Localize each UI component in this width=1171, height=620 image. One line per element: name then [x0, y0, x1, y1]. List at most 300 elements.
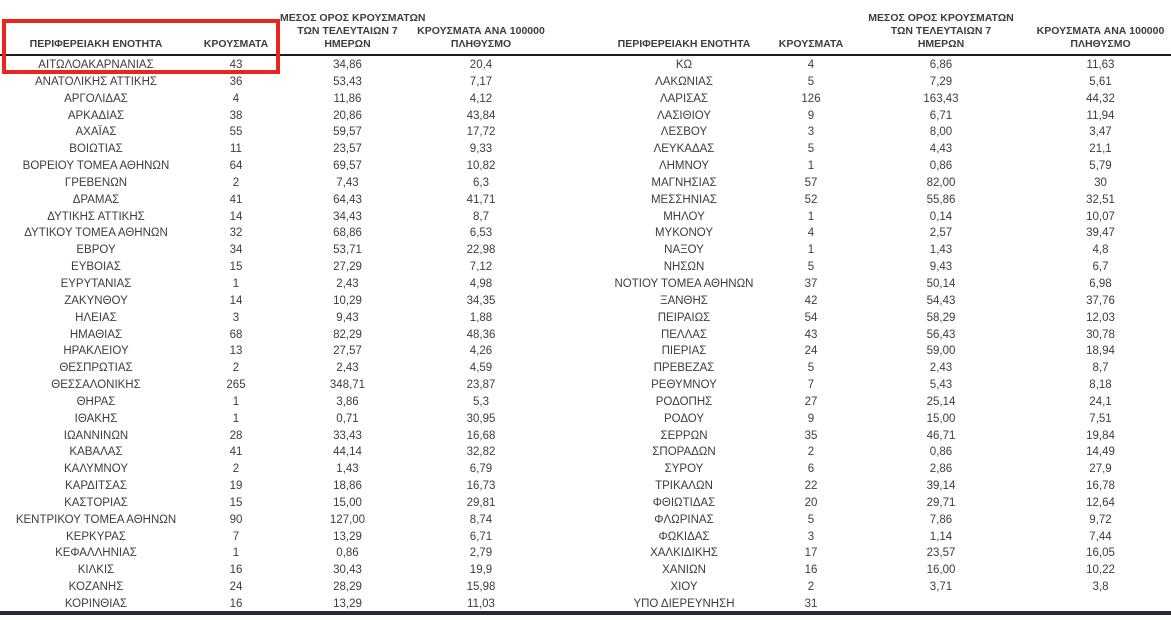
- cases-value: 1: [232, 395, 240, 408]
- table-row: [598, 343, 1171, 360]
- table-header-right: [598, 0, 1171, 54]
- column-header-per100k: [415, 25, 547, 51]
- cases-value: 126: [801, 92, 821, 105]
- cases-value: 7: [807, 379, 815, 392]
- region-name: ΕΒΡΟΥ: [76, 244, 116, 257]
- region-name: ΥΠΟ ΔΙΕΡΕΥΝΗΣΗ: [633, 598, 735, 610]
- avg7-value: 23,57: [926, 547, 956, 560]
- per100k-value: 4,98: [469, 277, 493, 290]
- avg7-value: 7,43: [336, 176, 359, 189]
- cases-value: 2: [232, 463, 240, 476]
- region-name: ΗΛΕΙΑΣ: [75, 311, 117, 324]
- table-row: [598, 242, 1171, 259]
- table-row: [598, 461, 1171, 478]
- per100k-value: 10,82: [466, 160, 496, 173]
- cases-value: 1: [807, 244, 815, 257]
- avg7-value: 82,29: [333, 328, 362, 341]
- region-name: ΖΑΚΥΝΘΟΥ: [64, 294, 128, 307]
- avg7-value: 58,29: [926, 311, 956, 324]
- per100k-value: 3,47: [1089, 126, 1112, 139]
- per100k-value: 48,36: [466, 328, 496, 341]
- avg7-value: 9,43: [929, 261, 953, 274]
- avg7-value: 59,00: [926, 345, 956, 358]
- table-row: [598, 209, 1171, 226]
- per100k-value: 6,79: [469, 463, 493, 476]
- avg7-value: 16,00: [926, 564, 956, 577]
- table-row: [0, 192, 547, 209]
- highlight-box: [2, 19, 280, 74]
- table-row: [0, 327, 547, 344]
- region-name: ΕΥΒΟΙΑΣ: [71, 261, 121, 274]
- region-name: ΚΟΡΙΝΘΙΑΣ: [64, 598, 128, 610]
- column-header-cases: ΚΡΟΥΣΜΑΤΑ: [203, 38, 269, 50]
- cases-value: 14: [229, 294, 243, 307]
- region-name: ΜΥΚΟΝΟΥ: [654, 227, 714, 240]
- avg7-value: 23,57: [333, 143, 362, 156]
- column-header-avg7-line1: ΜΕΣΟΣ ΟΡΟΣ ΚΡΟΥΣΜΑΤΩΝ: [280, 12, 426, 24]
- cases-value: 15: [229, 496, 243, 509]
- region-name: ΙΩΑΝΝΙΝΩΝ: [63, 429, 129, 442]
- region-name: ΚΑΣΤΟΡΙΑΣ: [64, 496, 128, 509]
- per100k-value: 41,71: [466, 193, 496, 206]
- table-row: [0, 259, 547, 276]
- column-header-avg7: [280, 12, 426, 51]
- cases-value: 15: [229, 261, 243, 274]
- avg7-value: 34,86: [333, 59, 362, 71]
- table-row: [598, 394, 1171, 411]
- cases-value: 42: [804, 294, 818, 307]
- table-row: [0, 579, 547, 596]
- table-row: [0, 242, 547, 259]
- avg7-value: 3,71: [929, 581, 953, 594]
- table-row: [598, 579, 1171, 596]
- per100k-value: 17,72: [466, 126, 496, 139]
- column-header-per100k-line1: ΚΡΟΥΣΜΑΤΑ ΑΝΑ 100000: [417, 25, 545, 37]
- avg7-value: 55,86: [926, 193, 956, 206]
- region-name: ΚΑΡΔΙΤΣΑΣ: [65, 480, 127, 493]
- per100k-value: 29,81: [466, 496, 496, 509]
- table-row: [598, 175, 1171, 192]
- table-row: [0, 108, 547, 125]
- per100k-value: 34,35: [466, 294, 496, 307]
- per100k-value: 6,53: [469, 227, 493, 240]
- regional-cases-table-left: [0, 0, 547, 613]
- per100k-value: 21,1: [1089, 143, 1112, 156]
- avg7-value: 6,86: [929, 59, 953, 71]
- avg7-value: 68,86: [333, 227, 362, 240]
- per100k-value: 30: [1094, 176, 1107, 189]
- cases-value: 24: [229, 581, 243, 594]
- region-name: ΔΥΤΙΚΟΥ ΤΟΜΕΑ ΑΘΗΝΩΝ: [24, 227, 168, 240]
- cases-value: 9: [807, 412, 815, 425]
- table-row: [598, 444, 1171, 461]
- column-header-region: ΠΕΡΙΦΕΡΕΙΑΚΗ ΕΝΟΤΗΤΑ: [29, 38, 163, 50]
- per100k-value: 23,87: [466, 379, 496, 392]
- table-row: [0, 276, 547, 293]
- region-name: ΘΕΣΣΑΛΟΝΙΚΗΣ: [51, 379, 141, 392]
- table-row: [598, 141, 1171, 158]
- table-row: [598, 411, 1171, 428]
- per100k-value: 30,78: [1086, 328, 1115, 341]
- avg7-value: 5,43: [929, 379, 953, 392]
- cases-value: 265: [226, 379, 246, 392]
- table-row: [0, 428, 547, 445]
- cases-value: 11: [230, 143, 242, 156]
- cases-value: 54: [804, 311, 818, 324]
- region-name: ΑΧΑΪΑΣ: [75, 126, 117, 139]
- avg7-value: 56,43: [926, 328, 956, 341]
- avg7-value: 50,14: [926, 277, 956, 290]
- avg7-value: 127,00: [329, 513, 366, 526]
- cases-value: 3: [807, 530, 815, 543]
- cases-value: 16: [229, 598, 243, 610]
- table-row: [0, 444, 547, 461]
- region-name: ΕΥΡΥΤΑΝΙΑΣ: [60, 277, 132, 290]
- per100k-value: 44,32: [1086, 92, 1115, 105]
- avg7-value: 1,43: [336, 463, 359, 476]
- table-row: [0, 91, 547, 108]
- table-row: [598, 529, 1171, 546]
- region-name: ΑΡΚΑΔΙΑΣ: [67, 109, 125, 122]
- region-name: ΚΙΛΚΙΣ: [77, 564, 115, 577]
- table-row: [0, 478, 547, 495]
- table-row: [598, 327, 1171, 344]
- table-row: [0, 293, 547, 310]
- avg7-value: 0,86: [929, 160, 953, 173]
- cases-value: 2: [232, 176, 240, 189]
- cases-value: 3: [807, 126, 815, 139]
- table-row: [598, 192, 1171, 209]
- table-row: [598, 158, 1171, 175]
- per100k-value: 5,3: [473, 395, 489, 408]
- per100k-value: 12,64: [1086, 496, 1115, 509]
- cases-value: 17: [804, 547, 818, 560]
- region-name: ΡΟΔΟΠΗΣ: [655, 395, 713, 408]
- per100k-value: 4,8: [1092, 244, 1109, 257]
- region-name: ΛΑΡΙΣΑΣ: [659, 92, 709, 105]
- avg7-value: 13,29: [333, 530, 362, 543]
- table-row: [0, 360, 547, 377]
- per100k-value: 8,7: [1092, 362, 1109, 375]
- avg7-value: 82,00: [926, 176, 956, 189]
- per100k-value: 16,73: [466, 480, 496, 493]
- cases-value: 41: [229, 446, 243, 459]
- cases-value: 57: [804, 176, 818, 189]
- column-header-per100k-line2: ΠΛΗΘΥΣΜΟ: [1070, 38, 1131, 50]
- avg7-value: 0,86: [336, 547, 359, 560]
- avg7-value: 18,86: [333, 480, 362, 493]
- avg7-value: 0,86: [929, 446, 953, 459]
- cases-value: 64: [229, 160, 243, 173]
- region-name: ΦΛΩΡΙΝΑΣ: [654, 513, 714, 526]
- region-name: ΛΕΣΒΟΥ: [660, 126, 708, 139]
- column-header-avg7: [852, 12, 1030, 51]
- table-row: [598, 259, 1171, 276]
- region-name: ΦΩΚΙΔΑΣ: [658, 530, 710, 543]
- cases-value: 19: [229, 480, 243, 493]
- per100k-value: 10,07: [1086, 210, 1115, 223]
- per100k-value: 5,79: [1089, 160, 1112, 173]
- avg7-value: 53,43: [333, 75, 362, 88]
- table-row: [598, 108, 1171, 125]
- avg7-value: 33,43: [333, 429, 362, 442]
- region-name: ΚΕΡΚΥΡΑΣ: [66, 530, 126, 543]
- avg7-value: 11,86: [333, 92, 362, 105]
- per100k-value: 39,47: [1086, 227, 1115, 240]
- avg7-value: 34,43: [333, 210, 362, 223]
- region-name: ΧΙΟΥ: [670, 581, 698, 594]
- per100k-value: 8,7: [473, 210, 489, 223]
- cases-value: 52: [804, 193, 818, 206]
- cases-value: 5: [807, 261, 815, 274]
- cases-value: 32: [229, 227, 243, 240]
- region-name: ΜΑΓΝΗΣΙΑΣ: [651, 176, 717, 189]
- region-name: ΝΟΤΙΟΥ ΤΟΜΕΑ ΑΘΗΝΩΝ: [614, 277, 754, 290]
- region-name: ΝΑΞΟΥ: [664, 244, 704, 257]
- table-row: [598, 545, 1171, 562]
- per100k-value: 14,49: [1086, 446, 1115, 459]
- avg7-value: 15,00: [926, 412, 956, 425]
- per100k-value: 7,51: [1089, 412, 1112, 425]
- region-name: ΓΡΕΒΕΝΩΝ: [64, 176, 128, 189]
- avg7-value: 0,14: [929, 210, 953, 223]
- avg7-value: 10,29: [333, 294, 362, 307]
- cases-value: 1: [232, 547, 240, 560]
- table-row: [0, 124, 547, 141]
- table-row: [598, 57, 1171, 74]
- avg7-value: 2,43: [336, 362, 359, 375]
- table-body-left: [0, 57, 547, 613]
- avg7-value: 15,00: [333, 496, 362, 509]
- table-row: [598, 293, 1171, 310]
- avg7-value: 64,43: [333, 193, 362, 206]
- region-name: ΚΑΒΑΛΑΣ: [69, 446, 123, 459]
- avg7-value: 7,29: [929, 75, 953, 88]
- per100k-value: 16,78: [1086, 480, 1115, 493]
- table-row: [0, 411, 547, 428]
- region-name: ΛΑΣΙΘΙΟΥ: [656, 109, 712, 122]
- bottom-border-bar: [0, 611, 1171, 615]
- per100k-value: 6,98: [1089, 277, 1112, 290]
- cases-value: 6: [807, 463, 815, 476]
- per100k-value: 5,61: [1089, 75, 1112, 88]
- per100k-value: 4,12: [469, 92, 493, 105]
- cases-value: 28: [229, 429, 243, 442]
- cases-value: 13: [229, 345, 243, 358]
- cases-value: 20: [804, 496, 818, 509]
- region-name: ΔΥΤΙΚΗΣ ΑΤΤΙΚΗΣ: [47, 210, 145, 223]
- per100k-value: 15,98: [466, 581, 496, 594]
- avg7-value: 2,86: [929, 463, 953, 476]
- column-header-cases: ΚΡΟΥΣΜΑΤΑ: [778, 38, 844, 50]
- avg7-value: 8,00: [929, 126, 953, 139]
- cases-value: 38: [229, 109, 243, 122]
- per100k-value: 7,44: [1089, 530, 1112, 543]
- region-name: ΡΟΔΟΥ: [663, 412, 705, 425]
- region-name: ΠΕΛΛΑΣ: [660, 328, 708, 341]
- avg7-value: 46,71: [926, 429, 956, 442]
- per100k-value: 1,88: [469, 311, 493, 324]
- per100k-value: 22,98: [466, 244, 496, 257]
- table-row: [0, 394, 547, 411]
- cases-value: 43: [804, 328, 818, 341]
- region-name: ΧΑΛΚΙΔΙΚΗΣ: [650, 547, 718, 560]
- region-name: ΜΕΣΣΗΝΙΑΣ: [650, 193, 718, 206]
- per100k-value: 24,1: [1089, 395, 1112, 408]
- column-header-avg7-line1: ΜΕΣΟΣ ΟΡΟΣ ΚΡΟΥΣΜΑΤΩΝ: [868, 12, 1014, 24]
- per100k-value: 16,68: [466, 429, 496, 442]
- per100k-value: 18,94: [1086, 345, 1115, 358]
- region-name: ΛΕΥΚΑΔΑΣ: [653, 143, 715, 156]
- cases-value: 4: [807, 59, 815, 71]
- per100k-value: 11,94: [1086, 109, 1115, 122]
- avg7-value: 2,57: [929, 227, 953, 240]
- region-name: ΒΟΡΕΙΟΥ ΤΟΜΕΑ ΑΘΗΝΩΝ: [22, 160, 170, 173]
- cases-value: 37: [804, 277, 818, 290]
- per100k-value: 3,8: [1092, 581, 1109, 594]
- cases-value: 5: [807, 143, 815, 156]
- per100k-value: 4,26: [469, 345, 493, 358]
- table-row: [0, 209, 547, 226]
- per100k-value: 2,79: [469, 547, 493, 560]
- per100k-value: 27,9: [1089, 463, 1112, 476]
- table-row: [0, 562, 547, 579]
- cases-value: 55: [229, 126, 243, 139]
- column-header-per100k-line1: ΚΡΟΥΣΜΑΤΑ ΑΝΑ 100000: [1036, 25, 1165, 37]
- region-name: ΣΕΡΡΩΝ: [660, 429, 708, 442]
- region-name: ΚΑΛΥΜΝΟΥ: [64, 463, 128, 476]
- avg7-value: 7,86: [929, 513, 953, 526]
- table-row: [0, 529, 547, 546]
- region-name: ΚΕΝΤΡΙΚΟΥ ΤΟΜΕΑ ΑΘΗΝΩΝ: [15, 513, 177, 526]
- region-name: ΘΗΡΑΣ: [76, 395, 116, 408]
- table-row: [0, 74, 547, 91]
- per100k-value: 9,33: [469, 143, 493, 156]
- avg7-value: 4,43: [929, 143, 953, 156]
- column-header-avg7-line2: ΤΩΝ ΤΕΛΕΥΤΑΙΩΝ 7: [297, 25, 398, 37]
- per100k-value: 9,72: [1089, 513, 1112, 526]
- per100k-value: 32,82: [466, 446, 496, 459]
- avg7-value: 0,71: [336, 412, 359, 425]
- table-row: [0, 310, 547, 327]
- per100k-value: 4,59: [469, 362, 493, 375]
- region-name: ΚΟΖΑΝΗΣ: [68, 581, 124, 594]
- table-row: [598, 310, 1171, 327]
- region-name: ΛΑΚΩΝΙΑΣ: [655, 75, 713, 88]
- region-name: ΧΑΝΙΩΝ: [662, 564, 706, 577]
- column-header-avg7-line3: ΗΜΕΡΩΝ: [324, 38, 371, 50]
- avg7-value: 27,57: [333, 345, 362, 358]
- table-row: [598, 124, 1171, 141]
- per100k-value: 11,63: [1086, 59, 1115, 71]
- per100k-value: 32,51: [1086, 193, 1115, 206]
- table-row: [598, 225, 1171, 242]
- region-name: ΑΙΤΩΛΟΑΚΑΡΝΑΝΙΑΣ: [38, 59, 154, 71]
- region-name: ΔΡΑΜΑΣ: [72, 193, 120, 206]
- region-name: ΚΩ: [675, 59, 693, 71]
- region-name: ΠΡΕΒΕΖΑΣ: [653, 362, 715, 375]
- cases-value: 5: [807, 75, 815, 88]
- cases-value: 14: [229, 210, 243, 223]
- cases-value: 41: [229, 193, 243, 206]
- cases-value: 24: [804, 345, 818, 358]
- avg7-value: 2,43: [336, 277, 359, 290]
- cases-value: 5: [807, 362, 815, 375]
- cases-value: 27: [804, 395, 818, 408]
- avg7-value: 69,57: [333, 160, 362, 173]
- per100k-value: 11,03: [467, 598, 495, 610]
- avg7-value: 27,29: [333, 261, 362, 274]
- region-name: ΣΥΡΟΥ: [664, 463, 704, 476]
- table-body-right: [598, 57, 1171, 613]
- table-row: [0, 343, 547, 360]
- region-name: ΝΗΣΩΝ: [663, 261, 705, 274]
- table-row: [0, 141, 547, 158]
- table-row: [598, 512, 1171, 529]
- cases-value: 2: [232, 362, 240, 375]
- table-row: [598, 74, 1171, 91]
- cases-value: 43: [229, 59, 243, 71]
- avg7-value: 59,57: [333, 126, 362, 139]
- table-row: [0, 461, 547, 478]
- region-name: ΞΑΝΘΗΣ: [660, 294, 708, 307]
- per100k-value: 20,4: [469, 59, 493, 71]
- per100k-value: 7,12: [469, 261, 493, 274]
- cases-value: 16: [804, 564, 818, 577]
- table-row: [598, 377, 1171, 394]
- table-row: [598, 91, 1171, 108]
- per100k-value: 30,95: [466, 412, 496, 425]
- table-row: [598, 360, 1171, 377]
- per100k-value: 8,74: [469, 513, 493, 526]
- region-name: ΦΘΙΩΤΙΔΑΣ: [652, 496, 716, 509]
- region-name: ΠΙΕΡΙΑΣ: [661, 345, 707, 358]
- column-header-per100k-line2: ΠΛΗΘΥΣΜΟ: [450, 38, 512, 50]
- per100k-value: 19,9: [469, 564, 493, 577]
- per100k-value: 7,17: [469, 75, 493, 88]
- avg7-value: 2,43: [929, 362, 953, 375]
- cases-value: 16: [229, 564, 243, 577]
- cases-value: 2: [807, 581, 815, 594]
- avg7-value: 13,29: [333, 598, 362, 610]
- table-row: [0, 175, 547, 192]
- per100k-value: 37,76: [1086, 294, 1115, 307]
- avg7-value: 30,43: [333, 564, 362, 577]
- avg7-value: 6,71: [929, 109, 953, 122]
- table-row: [598, 495, 1171, 512]
- per100k-value: 43,84: [466, 109, 496, 122]
- avg7-value: 1,43: [929, 244, 953, 257]
- region-name: ΘΕΣΠΡΩΤΙΑΣ: [59, 362, 133, 375]
- column-header-avg7-line3: ΗΜΕΡΩΝ: [917, 38, 965, 50]
- per100k-value: 6,7: [1092, 261, 1109, 274]
- avg7-value: 53,71: [333, 244, 362, 257]
- avg7-value: 1,14: [929, 530, 953, 543]
- cases-value: 1: [232, 412, 240, 425]
- cases-value: 68: [229, 328, 243, 341]
- region-name: ΗΜΑΘΙΑΣ: [69, 328, 123, 341]
- table-row: [0, 512, 547, 529]
- avg7-value: 44,14: [333, 446, 362, 459]
- avg7-value: 39,14: [926, 480, 956, 493]
- cases-value: 35: [804, 429, 818, 442]
- per100k-value: 12,03: [1086, 311, 1115, 324]
- per100k-value: 6,3: [473, 176, 489, 189]
- per100k-value: 10,22: [1086, 564, 1115, 577]
- table-row: [0, 377, 547, 394]
- table-row: [0, 545, 547, 562]
- avg7-value: 28,29: [333, 581, 362, 594]
